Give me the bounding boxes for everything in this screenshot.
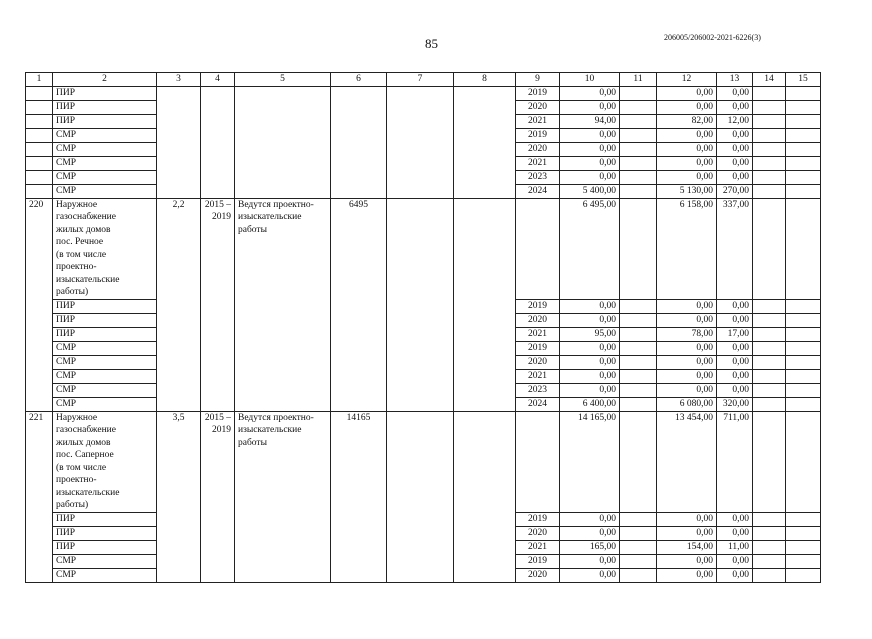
cell-col15	[786, 100, 821, 114]
cell-col12: 0,00	[657, 512, 717, 526]
column-header: 10	[560, 73, 620, 87]
cell-col14	[753, 383, 786, 397]
cell-col7	[387, 198, 454, 411]
cell-total: 0,00	[560, 100, 620, 114]
cell-number	[26, 100, 53, 114]
cell-year: 2020	[516, 313, 560, 327]
cell-col15	[786, 184, 821, 198]
cell-total: 5 400,00	[560, 184, 620, 198]
cell-year: 2020	[516, 142, 560, 156]
cell-col14	[753, 540, 786, 554]
object-cost: 14165	[331, 411, 387, 582]
cell-col8	[454, 86, 516, 198]
document-code: 206005/206002-2021-6226(3)	[664, 33, 761, 42]
object-status: Ведутся проектно- изыскательские работы	[235, 198, 331, 411]
cell-work-type: ПИР	[53, 512, 157, 526]
cell-year: 2020	[516, 526, 560, 540]
cell-col11	[620, 411, 657, 512]
cell-total: 0,00	[560, 142, 620, 156]
column-header: 15	[786, 73, 821, 87]
cell-col6	[331, 86, 387, 198]
cell-col13: 0,00	[717, 100, 753, 114]
cell-col13: 0,00	[717, 355, 753, 369]
cell-year: 2020	[516, 568, 560, 582]
cell-year: 2019	[516, 554, 560, 568]
object-name: Наружное газоснабжение жилых домов пос. Речное (в том числе проектно- изыскательские работы)	[53, 198, 157, 299]
cell-col14	[753, 568, 786, 582]
object-status: Ведутся проектно- изыскательские работы	[235, 411, 331, 582]
cell-work-type: СМР	[53, 383, 157, 397]
cell-total: 0,00	[560, 554, 620, 568]
cell-col4	[201, 86, 235, 198]
cell-work-type: ПИР	[53, 327, 157, 341]
cell-work-type: СМР	[53, 184, 157, 198]
cell-total: 94,00	[560, 114, 620, 128]
cell-number	[26, 114, 53, 128]
cell-col12: 0,00	[657, 369, 717, 383]
cell-col13: 0,00	[717, 554, 753, 568]
cell-col11	[620, 299, 657, 313]
cell-col13: 0,00	[717, 313, 753, 327]
cell-col14	[753, 554, 786, 568]
cell-col8	[454, 411, 516, 582]
cell-col12: 0,00	[657, 383, 717, 397]
table-header-row	[26, 73, 821, 87]
cell-number	[26, 86, 53, 100]
cell-col11	[620, 156, 657, 170]
object-capacity: 2,2	[157, 198, 201, 411]
cell-col13: 0,00	[717, 526, 753, 540]
cell-col15	[786, 128, 821, 142]
object-col12: 6 158,00	[657, 198, 717, 299]
cell-col13: 0,00	[717, 156, 753, 170]
cell-col12: 0,00	[657, 526, 717, 540]
cell-year: 2021	[516, 327, 560, 341]
cell-col15	[786, 114, 821, 128]
cell-col14	[753, 184, 786, 198]
cell-work-type: СМР	[53, 142, 157, 156]
cell-col12: 0,00	[657, 170, 717, 184]
cell-col12: 6 080,00	[657, 397, 717, 411]
cell-year: 2019	[516, 512, 560, 526]
cell-work-type: ПИР	[53, 100, 157, 114]
cell-year	[516, 198, 560, 299]
cell-col11	[620, 313, 657, 327]
object-capacity: 3,5	[157, 411, 201, 582]
object-row	[26, 198, 821, 299]
object-name: Наружное газоснабжение жилых домов пос. Саперное (в том числе проектно- изыскательские работы)	[53, 411, 157, 512]
cell-work-type: ПИР	[53, 86, 157, 100]
cell-col13: 320,00	[717, 397, 753, 411]
cell-year: 2019	[516, 128, 560, 142]
cell-col14	[753, 100, 786, 114]
column-header: 2	[53, 73, 157, 87]
column-header: 12	[657, 73, 717, 87]
column-header: 11	[620, 73, 657, 87]
cell-total: 0,00	[560, 156, 620, 170]
cell-total: 0,00	[560, 526, 620, 540]
cell-total: 165,00	[560, 540, 620, 554]
cell-col12: 0,00	[657, 142, 717, 156]
column-header: 1	[26, 73, 53, 87]
object-col12: 13 454,00	[657, 411, 717, 512]
object-total: 14 165,00	[560, 411, 620, 512]
cell-col14	[753, 313, 786, 327]
cell-col14	[753, 397, 786, 411]
cell-col15	[786, 299, 821, 313]
cell-year: 2020	[516, 100, 560, 114]
cell-col11	[620, 100, 657, 114]
cell-col15	[786, 512, 821, 526]
column-header: 8	[454, 73, 516, 87]
cell-number	[26, 184, 53, 198]
object-number: 221	[26, 411, 53, 582]
page-number: 85	[425, 36, 438, 51]
cell-col12: 0,00	[657, 341, 717, 355]
cell-col13: 0,00	[717, 128, 753, 142]
cell-col13: 0,00	[717, 369, 753, 383]
budget-table	[25, 72, 821, 583]
cell-col11	[620, 327, 657, 341]
cell-total: 6 400,00	[560, 397, 620, 411]
cell-total: 0,00	[560, 512, 620, 526]
cell-year: 2024	[516, 397, 560, 411]
cell-col14	[753, 411, 786, 512]
cell-year: 2019	[516, 341, 560, 355]
cell-col11	[620, 568, 657, 582]
cell-col8	[454, 198, 516, 411]
cell-col11	[620, 383, 657, 397]
column-header: 7	[387, 73, 454, 87]
cell-col11	[620, 170, 657, 184]
cell-col15	[786, 355, 821, 369]
cell-work-type: СМР	[53, 568, 157, 582]
cell-work-type: ПИР	[53, 114, 157, 128]
cell-col14	[753, 198, 786, 299]
column-header: 5	[235, 73, 331, 87]
cell-col12: 0,00	[657, 568, 717, 582]
cell-col14	[753, 512, 786, 526]
object-row	[26, 411, 821, 512]
cell-work-type: ПИР	[53, 540, 157, 554]
cell-col12: 0,00	[657, 86, 717, 100]
cell-col12: 78,00	[657, 327, 717, 341]
cell-total: 0,00	[560, 369, 620, 383]
cell-col14	[753, 86, 786, 100]
cell-total: 0,00	[560, 383, 620, 397]
cell-number	[26, 128, 53, 142]
cell-col14	[753, 170, 786, 184]
cell-work-type: СМР	[53, 355, 157, 369]
cell-year	[516, 411, 560, 512]
cell-col11	[620, 355, 657, 369]
cell-total: 0,00	[560, 341, 620, 355]
cell-col15	[786, 198, 821, 299]
cell-col14	[753, 142, 786, 156]
cell-col12: 0,00	[657, 100, 717, 114]
cell-work-type: ПИР	[53, 313, 157, 327]
column-header: 14	[753, 73, 786, 87]
cell-col3	[157, 86, 201, 198]
cell-col13: 0,00	[717, 512, 753, 526]
cell-col15	[786, 568, 821, 582]
cell-year: 2024	[516, 184, 560, 198]
cell-col13: 0,00	[717, 568, 753, 582]
cell-col15	[786, 86, 821, 100]
cell-col14	[753, 299, 786, 313]
object-total: 6 495,00	[560, 198, 620, 299]
cell-col11	[620, 369, 657, 383]
cell-work-type: ПИР	[53, 299, 157, 313]
cell-work-type: СМР	[53, 170, 157, 184]
cell-year: 2019	[516, 86, 560, 100]
cell-work-type: СМР	[53, 369, 157, 383]
cell-col14	[753, 369, 786, 383]
cell-col11	[620, 86, 657, 100]
object-col13: 337,00	[717, 198, 753, 299]
column-header: 6	[331, 73, 387, 87]
cell-col11	[620, 114, 657, 128]
cell-year: 2023	[516, 383, 560, 397]
cell-col15	[786, 369, 821, 383]
cell-col15	[786, 327, 821, 341]
cell-work-type: СМР	[53, 341, 157, 355]
cell-col14	[753, 355, 786, 369]
cell-total: 0,00	[560, 128, 620, 142]
cell-col12: 0,00	[657, 156, 717, 170]
object-period: 2015 – 2019	[201, 411, 235, 582]
cell-col15	[786, 411, 821, 512]
cell-col14	[753, 156, 786, 170]
cell-year: 2021	[516, 156, 560, 170]
cell-col13: 11,00	[717, 540, 753, 554]
cell-col15	[786, 341, 821, 355]
cell-col11	[620, 526, 657, 540]
cell-col12: 0,00	[657, 554, 717, 568]
cell-col7	[387, 86, 454, 198]
cell-col15	[786, 397, 821, 411]
cell-col13: 0,00	[717, 86, 753, 100]
cell-col15	[786, 540, 821, 554]
cell-col11	[620, 540, 657, 554]
cell-col14	[753, 327, 786, 341]
cell-col12: 154,00	[657, 540, 717, 554]
cell-year: 2020	[516, 355, 560, 369]
cell-col13: 0,00	[717, 299, 753, 313]
cell-col14	[753, 526, 786, 540]
cell-col11	[620, 554, 657, 568]
cell-col14	[753, 128, 786, 142]
cell-col11	[620, 184, 657, 198]
cell-col11	[620, 198, 657, 299]
column-header: 9	[516, 73, 560, 87]
object-cost: 6495	[331, 198, 387, 411]
cell-work-type: СМР	[53, 397, 157, 411]
cell-col13: 270,00	[717, 184, 753, 198]
cell-col11	[620, 397, 657, 411]
object-period: 2015 – 2019	[201, 198, 235, 411]
cell-col13: 0,00	[717, 142, 753, 156]
cell-total: 0,00	[560, 86, 620, 100]
column-header: 13	[717, 73, 753, 87]
cell-col13: 12,00	[717, 114, 753, 128]
column-header: 4	[201, 73, 235, 87]
cell-col12: 0,00	[657, 313, 717, 327]
cell-year: 2021	[516, 540, 560, 554]
cell-col12: 0,00	[657, 299, 717, 313]
cell-total: 0,00	[560, 568, 620, 582]
cell-col5	[235, 86, 331, 198]
cell-number	[26, 170, 53, 184]
object-number: 220	[26, 198, 53, 411]
cell-col15	[786, 142, 821, 156]
cell-year: 2023	[516, 170, 560, 184]
cell-col7	[387, 411, 454, 582]
cell-number	[26, 142, 53, 156]
cell-col14	[753, 341, 786, 355]
cell-work-type: СМР	[53, 128, 157, 142]
cell-work-type: СМР	[53, 554, 157, 568]
cell-col12: 5 130,00	[657, 184, 717, 198]
cell-col15	[786, 554, 821, 568]
cell-year: 2019	[516, 299, 560, 313]
cell-col12: 82,00	[657, 114, 717, 128]
cell-work-type: СМР	[53, 156, 157, 170]
cell-work-type: ПИР	[53, 526, 157, 540]
cell-total: 95,00	[560, 327, 620, 341]
cell-col15	[786, 156, 821, 170]
object-col13: 711,00	[717, 411, 753, 512]
cell-col13: 0,00	[717, 383, 753, 397]
cell-col15	[786, 170, 821, 184]
cell-year: 2021	[516, 369, 560, 383]
column-header: 3	[157, 73, 201, 87]
cell-total: 0,00	[560, 170, 620, 184]
cell-col12: 0,00	[657, 128, 717, 142]
table-row	[26, 86, 821, 100]
cell-col11	[620, 341, 657, 355]
cell-total: 0,00	[560, 355, 620, 369]
cell-col11	[620, 142, 657, 156]
cell-col13: 0,00	[717, 341, 753, 355]
cell-col15	[786, 313, 821, 327]
cell-total: 0,00	[560, 313, 620, 327]
cell-col11	[620, 512, 657, 526]
cell-number	[26, 156, 53, 170]
cell-col14	[753, 114, 786, 128]
cell-col12: 0,00	[657, 355, 717, 369]
cell-col11	[620, 128, 657, 142]
cell-total: 0,00	[560, 299, 620, 313]
cell-col15	[786, 526, 821, 540]
cell-year: 2021	[516, 114, 560, 128]
cell-col15	[786, 383, 821, 397]
cell-col13: 0,00	[717, 170, 753, 184]
cell-col13: 17,00	[717, 327, 753, 341]
